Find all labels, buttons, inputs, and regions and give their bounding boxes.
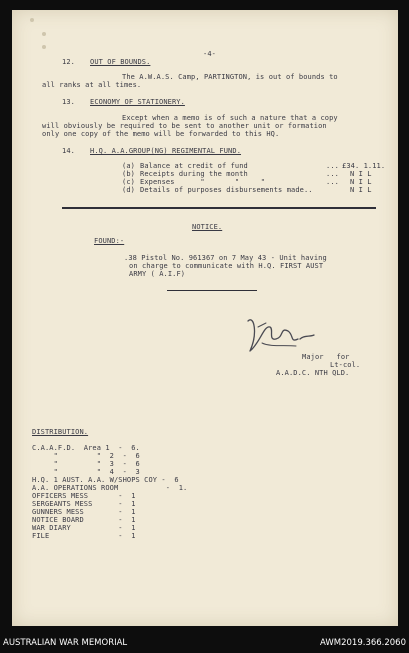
section-13-text: Except when a memo is of such a nature that a copy bbox=[122, 114, 338, 122]
fund-row-value: N I L bbox=[350, 186, 372, 194]
notice-divider bbox=[167, 290, 257, 291]
footer-accession-number: AWM2019.366.2060 bbox=[320, 638, 406, 648]
distribution-heading: DISTRIBUTION. bbox=[32, 428, 89, 436]
list-item: " " 4 - 3 bbox=[32, 468, 140, 476]
fund-row-dots: ... bbox=[326, 162, 339, 170]
list-item: WAR DIARY - 1 bbox=[32, 524, 136, 532]
fund-row-value: N I L bbox=[350, 170, 372, 178]
punch-hole bbox=[42, 32, 46, 36]
fund-row-letter: (b) bbox=[122, 170, 135, 178]
fund-row-label: Balance at credit of fund bbox=[140, 162, 248, 170]
punch-hole bbox=[30, 18, 34, 22]
notice-text: .38 Pistol No. 961367 on 7 May 43 - Unit having bbox=[124, 254, 327, 262]
list-item: GUNNERS MESS - 1 bbox=[32, 508, 136, 516]
fund-row-letter: (a) bbox=[122, 162, 135, 170]
list-item: " " 3 - 6 bbox=[32, 460, 140, 468]
footer-institution: AUSTRALIAN WAR MEMORIAL bbox=[3, 638, 128, 648]
signature-rank-2: Lt-col. bbox=[330, 361, 361, 369]
section-12-text: The A.W.A.S. Camp, PARTINGTON, is out of bounds to bbox=[122, 73, 338, 81]
signature-rank: Major for bbox=[302, 353, 350, 361]
list-item: OFFICERS MESS - 1 bbox=[32, 492, 136, 500]
section-12-heading: OUT OF BOUNDS. bbox=[90, 58, 151, 66]
section-12-text: all ranks at all times. bbox=[42, 81, 142, 89]
handwritten-signature bbox=[240, 313, 320, 358]
section-13-heading: ECONOMY OF STATIONERY. bbox=[90, 98, 185, 106]
fund-row-letter: (c) bbox=[122, 178, 135, 186]
found-label: FOUND:- bbox=[94, 237, 125, 245]
notice-heading: NOTICE. bbox=[192, 223, 223, 231]
list-item: C.A.A.F.D. Area 1 - 6. bbox=[32, 444, 140, 452]
fund-row-value: £34. 1.11. bbox=[342, 162, 386, 170]
punch-hole bbox=[42, 45, 46, 49]
document-page bbox=[12, 10, 398, 626]
fund-row-letter: (d) bbox=[122, 186, 135, 194]
list-item: " " 2 - 6 bbox=[32, 452, 140, 460]
fund-row-value: N I L bbox=[350, 178, 372, 186]
section-13-number: 13. bbox=[62, 98, 75, 106]
notice-text: ARMY ( A.I.F) bbox=[129, 270, 186, 278]
section-13-text: only one copy of the memo will be forwarded to this HQ. bbox=[42, 130, 280, 138]
page-number: -4- bbox=[203, 50, 216, 58]
list-item: SERGEANTS MESS - 1 bbox=[32, 500, 136, 508]
signature-appointment: A.A.D.C. NTH QLD. bbox=[276, 369, 350, 377]
list-item: H.Q. 1 AUST. A.A. W/SHOPS COY - 6 bbox=[32, 476, 179, 484]
list-item: NOTICE BOARD - 1 bbox=[32, 516, 136, 524]
fund-row-label: Expenses " " " bbox=[140, 178, 266, 186]
fund-row-dots: ... bbox=[326, 170, 339, 178]
section-14-number: 14. bbox=[62, 147, 75, 155]
fund-row-label: Details of purposes disbursements made.. bbox=[140, 186, 313, 194]
section-13-text: will obviously be required to be sent to another unit or formation bbox=[42, 122, 327, 130]
list-item: A.A. OPERATIONS ROOM - 1. bbox=[32, 484, 188, 492]
fund-row-label: Receipts during the month bbox=[140, 170, 248, 178]
section-12-number: 12. bbox=[62, 58, 75, 66]
section-divider bbox=[62, 207, 376, 209]
list-item: FILE - 1 bbox=[32, 532, 136, 540]
fund-row-dots: ... bbox=[326, 178, 339, 186]
notice-text: on charge to communicate with H.Q. FIRST AUST bbox=[129, 262, 324, 270]
section-14-heading: H.Q. A.A.GROUP(NG) REGIMENTAL FUND. bbox=[90, 147, 242, 155]
